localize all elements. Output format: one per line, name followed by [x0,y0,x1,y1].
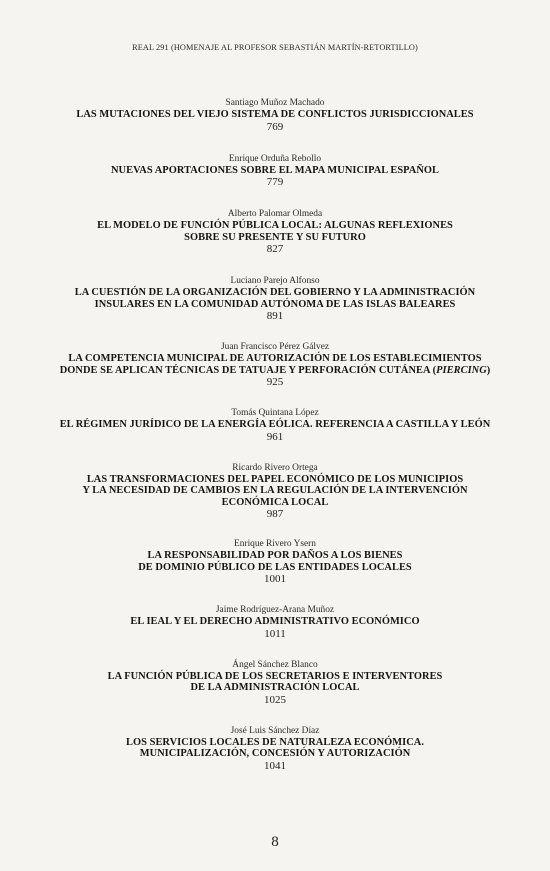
toc-entry [40,539,510,585]
entry-title-line: LA FUNCIÓN PÚBLICA DE LOS SECRETARIOS E INTERVENTORES [107,670,443,682]
entry-title-line: ECONÓMICA LOCAL [221,496,329,508]
entry-author: Enrique Rivero Ysern [234,539,316,549]
entry-page-number: 987 [266,508,284,520]
toc-entry [40,276,510,322]
entry-author: Ricardo Rivero Ortega [232,462,318,473]
entry-title-line: SOBRE SU PRESENTE Y SU FUTURO [184,231,366,243]
entry-title-line: LA CUESTIÓN DE LA ORGANIZACIÓN DEL GOBIERNO Y LA ADMINISTRACIÓN [74,287,476,298]
entry-title-line: INSULARES EN LA COMUNIDAD AUTÓNOMA DE LAS ISLAS BALEARES [94,298,456,310]
entry-page-number: 891 [266,310,284,322]
entry-page-number: 1001 [264,573,286,585]
entry-title-line: LA RESPONSABILIDAD POR DAÑOS A LOS BIENES [147,550,403,561]
entry-title-line: EL MODELO DE FUNCIÓN PÚBLICA LOCAL: ALGUNAS REFLEXIONES [97,220,453,231]
toc-entry [40,342,510,388]
page-folio: 8 [271,834,279,850]
entry-title-line: DONDE SE APLICAN TÉCNICAS DE TATUAJE Y PERFORACIÓN CUTÁNEA (PIERCING) [59,364,491,376]
entry-page-number: 779 [266,176,284,188]
toc-entry [40,463,510,521]
toc-entry [40,726,510,772]
entry-page-number: 827 [266,243,284,255]
entry-title-line: LOS SERVICIOS LOCALES DE NATURALEZA ECONÓMICA. [126,736,424,748]
toc-entry [40,98,510,133]
toc-entry [40,660,510,706]
entry-page-number: 925 [266,376,284,388]
entry-title-line: DE DOMINIO PÚBLICO DE LAS ENTIDADES LOCALES [138,561,412,573]
entry-page-number: 1041 [264,759,286,772]
entry-title-line: Y LA NECESIDAD DE CAMBIOS EN LA REGULACIÓN DE LA INTERVENCIÓN [82,485,468,496]
entry-page-number: 769 [266,120,284,133]
running-header: REAL 291 (HOMENAJE AL PROFESOR SEBASTIÁN MARTÍN-RETORTILLO) [132,43,418,52]
entry-title-line: NUEVAS APORTACIONES SOBRE EL MAPA MUNICIPAL ESPAÑOL [111,164,439,176]
entry-author: Jaime Rodríguez-Arana Muñoz [215,605,335,615]
entry-title-italic: PIERCING [436,364,487,376]
entry-author: Santiago Muñoz Machado [225,98,325,108]
entry-author: Alberto Palomar Olmeda [227,209,323,219]
entry-title-line: LAS TRANSFORMACIONES DEL PAPEL ECONÓMICO DE LOS MUNICIPIOS [86,473,464,485]
entry-title-line: EL IEAL Y EL DERECHO ADMINISTRATIVO ECONÓMICO [130,616,420,627]
entry-title-line: EL RÉGIMEN JURÍDICO DE LA ENERGÍA EÓLICA. REFERENCIA A CASTILLA Y LEÓN [59,419,491,430]
entry-author: José Luis Sánchez Díaz [230,725,320,736]
toc-entry [40,408,510,443]
entry-author: Ángel Sánchez Blanco [232,659,318,670]
entry-author: Enrique Orduña Rebollo [228,153,322,164]
entry-page-number: 961 [266,430,284,443]
entry-title-line: MUNICIPALIZACIÓN, CONCESIÓN Y AUTORIZACIÓN [139,748,411,759]
entry-author: Juan Francisco Pérez Gálvez [220,342,330,352]
table-of-contents [40,78,510,772]
entry-page-number: 1025 [264,693,286,706]
entry-author: Luciano Parejo Alfonso [230,276,320,286]
entry-title-line: LAS MUTACIONES DEL VIEJO SISTEMA DE CONFLICTOS JURISDICCIONALES [76,109,474,120]
entry-page-number: 1011 [264,627,286,640]
entry-title-line: LA COMPETENCIA MUNICIPAL DE AUTORIZACIÓN DE LOS ESTABLECIMIENTOS [68,353,482,364]
toc-entry [40,605,510,640]
entry-title-line: DE LA ADMINISTRACIÓN LOCAL [190,682,360,693]
toc-entry [40,154,510,189]
toc-entry [40,209,510,255]
entry-author: Tomás Quintana López [231,408,319,418]
